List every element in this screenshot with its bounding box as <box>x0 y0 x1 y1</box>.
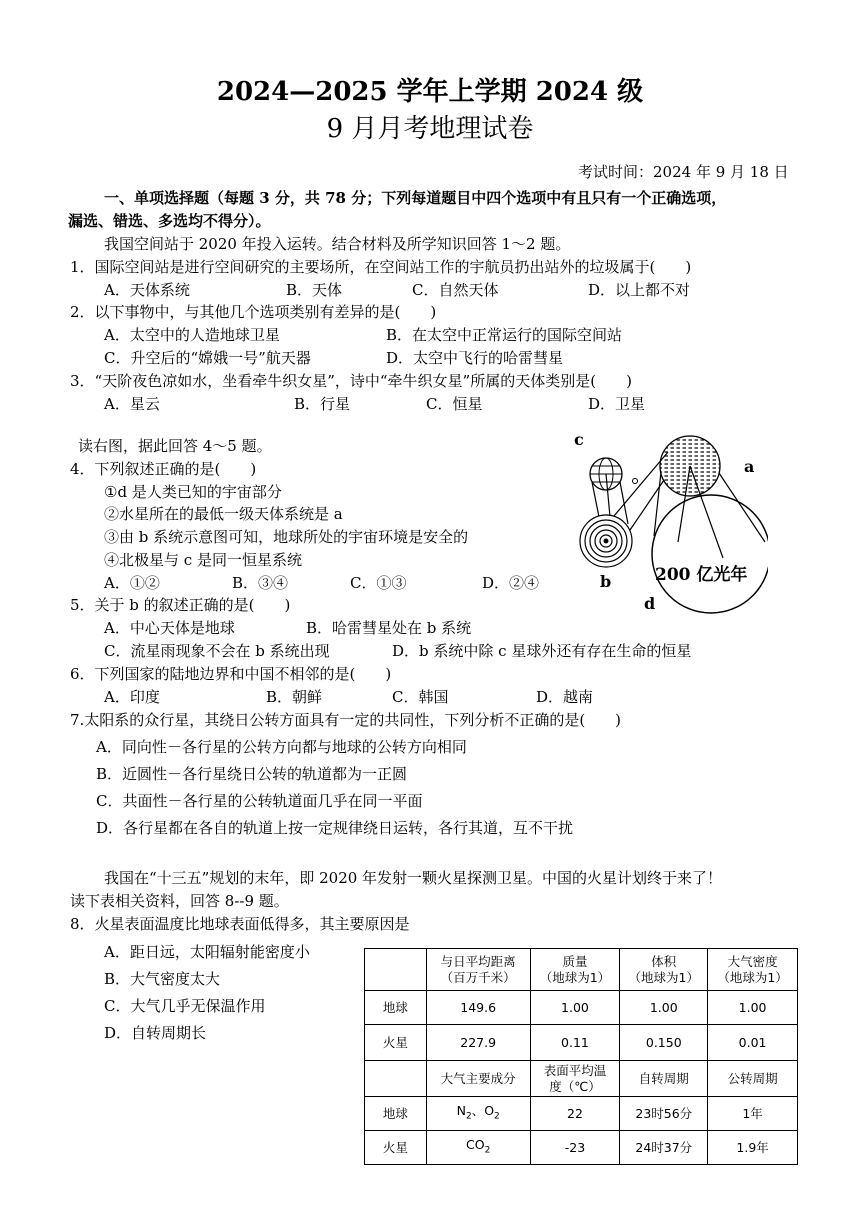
row-label-earth: 地球 <box>365 1097 427 1131</box>
chem-subscript: 2 <box>494 1111 500 1122</box>
table-cell: 1.00 <box>708 991 798 1025</box>
q2-option-b: B．在太空中正常运行的国际空间站 <box>386 326 623 344</box>
q7-option-c: C．共面性－各行星的公转轨道面几乎在同一平面 <box>96 792 423 810</box>
th-volume: 体积 （地球为1） <box>628 953 699 985</box>
q5-option-b: B．哈雷彗星处在 b 系统 <box>306 619 472 637</box>
table-row <box>365 1025 798 1061</box>
table-header-cell <box>708 949 798 991</box>
table-cell: 227.9 <box>426 1025 530 1061</box>
q8-option-a: A．距日远，太阳辐射能密度小 <box>104 943 310 961</box>
table-cell <box>365 949 427 991</box>
q5-option-d: D．b 系统中除 c 星球外还有存在生命的恒星 <box>392 642 692 660</box>
table-header-cell <box>620 949 708 991</box>
table-cell: 0.11 <box>530 1025 620 1061</box>
q8-option-c: C．大气几乎无保温作用 <box>104 997 266 1015</box>
table-cell: 1年 <box>708 1097 798 1131</box>
table-header-cell <box>530 949 620 991</box>
table-cell <box>365 1061 427 1097</box>
earth-mars-table <box>364 948 798 1165</box>
th-rotation: 自转周期 <box>620 1061 708 1097</box>
table-cell: 149.6 <box>426 991 530 1025</box>
q4-option-b: B．③④ <box>232 574 289 592</box>
table-header-cell <box>426 949 530 991</box>
q4-statement-3: ③由 b 系统示意图可知，地球所处的宇宙环境是安全的 <box>104 528 469 546</box>
q7-option-d: D．各行星都在各自的轨道上按一定规律绕日运转，各行其道，互不干扰 <box>96 819 574 837</box>
intro3-line1: 我国在“十三五”规划的末年，即 2020 年发射一颗火星探测卫星。中国的火星计划终于来了！ <box>104 869 723 887</box>
q2-option-d: D．太空中飞行的哈雷彗星 <box>386 349 564 367</box>
q4-statement-2: ②水星所在的最低一级天体系统是 a <box>104 505 343 523</box>
q6-option-a: A．印度 <box>104 688 160 706</box>
table-cell: 24时37分 <box>620 1131 708 1165</box>
intro1: 我国空间站于 2020 年投入运转。结合材料及所学知识回答 1～2 题。 <box>104 235 571 253</box>
table-cell: 1.00 <box>620 991 708 1025</box>
section1-heading-line1: 一、单项选择题（每题 3 分，共 78 分；下列每道题目中四个选项中有且只有一个正确选项， <box>104 189 727 207</box>
diagram-label-d: d <box>644 594 656 613</box>
q3-option-d: D．卫星 <box>588 395 646 413</box>
q3-stem: 3．“天阶夜色凉如水，坐看牵牛织女星”，诗中“牵牛织女星”所属的天体类别是( ) <box>70 372 632 390</box>
table-cell: 0.150 <box>620 1025 708 1061</box>
q1-option-a: A．天体系统 <box>104 281 190 299</box>
q2-stem: 2．以下事物中，与其他几个选项类别有差异的是( ) <box>70 303 437 321</box>
table-row <box>365 1097 798 1131</box>
table-cell: 0.01 <box>708 1025 798 1061</box>
table-cell: 1.00 <box>530 991 620 1025</box>
q1-option-b: B．天体 <box>286 281 343 299</box>
q5-stem: 5．关于 b 的叙述正确的是( ) <box>70 596 291 614</box>
diagram-scale-text: 200 亿光年 <box>655 565 748 585</box>
q4-option-d: D．②④ <box>482 574 540 592</box>
chem-text: N <box>456 1102 466 1118</box>
q2-option-a: A．太空中的人造地球卫星 <box>104 326 280 344</box>
q1-stem: 1．国际空间站是进行空间研究的主要场所，在空间站工作的宇航员扔出站外的垃圾属于( ) <box>70 258 692 276</box>
title-line1: 2024—2025 学年上学期 2024 级 <box>216 77 644 107</box>
table-header-row-2 <box>365 1061 798 1097</box>
th-revolution: 公转周期 <box>708 1061 798 1097</box>
table-cell: -23 <box>530 1131 620 1165</box>
q4-option-a: A．①② <box>104 574 160 592</box>
q7-stem: 7.太阳系的众行星，其绕日公转方面具有一定的共同性，下列分析不正确的是( ) <box>70 711 622 729</box>
q2-option-c: C．升空后的“嫦娥一号”航天器 <box>104 349 311 367</box>
chem-subscript: 2 <box>465 1111 472 1122</box>
table-cell: 23时56分 <box>620 1097 708 1131</box>
q5-option-c: C．流星雨现象不会在 b 系统出现 <box>104 642 330 660</box>
table-row <box>365 1131 798 1165</box>
q5-option-a: A．中心天体是地球 <box>104 619 235 637</box>
q1-option-c: C．自然天体 <box>412 281 499 299</box>
chem-text: 、O <box>471 1102 495 1118</box>
th-mass: 质量 （地球为1） <box>539 953 611 985</box>
celestial-systems-diagram <box>568 430 768 619</box>
q6-option-d: D．越南 <box>536 688 594 706</box>
title-line2: 9 月月考地理试卷 <box>326 114 534 144</box>
row-label-mars: 火星 <box>365 1025 427 1061</box>
q3-option-c: C．恒星 <box>426 395 483 413</box>
atm-composition-earth <box>426 1097 530 1131</box>
row-label-mars: 火星 <box>365 1131 427 1165</box>
q1-option-d: D．以上都不对 <box>588 281 691 299</box>
diagram-label-c: c <box>574 430 584 449</box>
intro3-line2: 读下表相关资料，回答 8--9 题。 <box>70 892 289 910</box>
row-label-earth: 地球 <box>365 991 427 1025</box>
diagram-label-b: b <box>600 572 612 591</box>
q6-option-b: B．朝鲜 <box>266 688 323 706</box>
q4-option-c: C．①③ <box>350 574 407 592</box>
q6-stem: 6．下列国家的陆地边界和中国不相邻的是( ) <box>70 665 392 683</box>
q4-statement-4: ④北极星与 c 是同一恒星系统 <box>104 551 302 569</box>
q8-option-b: B．大气密度太大 <box>104 970 221 988</box>
q3-option-b: B．行星 <box>294 395 351 413</box>
th-distance: 与日平均距离 （百万千米） <box>440 953 516 985</box>
table-header-cell <box>530 1061 620 1097</box>
table-header-row-1 <box>365 949 798 991</box>
th-atm-density: 大气密度 （地球为1） <box>717 953 788 985</box>
th-surface-temp: 表面平均温 度（℃） <box>543 1062 607 1094</box>
q8-option-d: D．自转周期长 <box>104 1024 207 1042</box>
q3-option-a: A．星云 <box>104 395 160 413</box>
q7-option-a: A．同向性－各行星的公转方向都与地球的公转方向相同 <box>96 738 467 756</box>
section1-heading-line2: 漏选、错选、多选均不得分）。 <box>68 212 271 230</box>
table-cell: 1.9年 <box>708 1131 798 1165</box>
q4-stem: 4．下列叙述正确的是( ) <box>70 460 257 478</box>
atm-composition-mars <box>426 1131 530 1165</box>
q6-option-c: C．韩国 <box>392 688 449 706</box>
q7-option-b: B．近圆性－各行星绕日公转的轨道都为一正圆 <box>96 765 408 783</box>
diagram-label-a: a <box>744 457 755 476</box>
chem-subscript: 2 <box>484 1145 491 1156</box>
table-cell: 22 <box>530 1097 620 1131</box>
table-row <box>365 991 798 1025</box>
q8-stem: 8．火星表面温度比地球表面低得多，其主要原因是 <box>70 915 410 933</box>
th-atm-composition: 大气主要成分 <box>426 1061 530 1097</box>
exam-time: 考试时间：2024 年 9 月 18 日 <box>578 163 789 181</box>
intro2: 读右图，据此回答 4～5 题。 <box>78 437 272 455</box>
q4-statement-1: ①d 是人类已知的宇宙部分 <box>104 483 282 501</box>
chem-text: CO <box>466 1136 485 1152</box>
